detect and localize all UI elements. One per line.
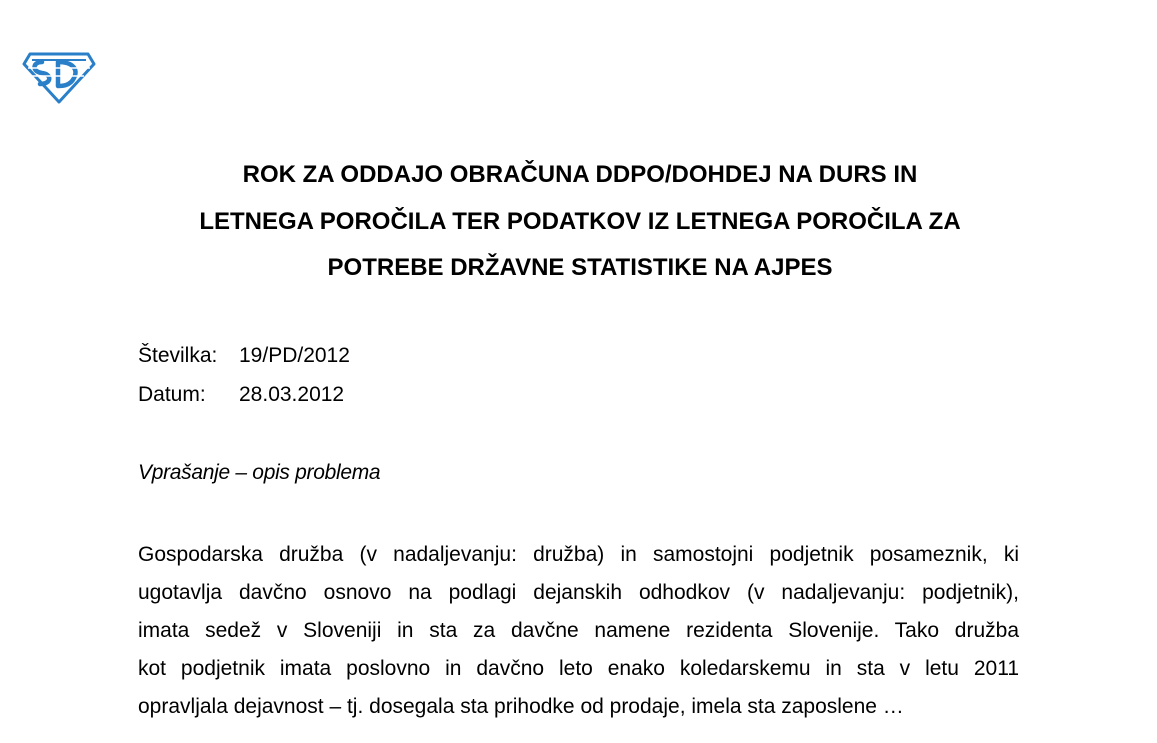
number-value: 19/PD/2012 [239, 344, 350, 367]
company-logo [22, 48, 96, 104]
paragraph-line-4: kot podjetnik imata poslovno in davčno leto enako koledarskemu in sta v letu 2011 [138, 657, 1019, 680]
paragraph-line-3: imata sedež v Sloveniji in sta za davčne namene rezidenta Slovenije. Tako družba [138, 619, 1019, 642]
body-paragraph [138, 536, 1019, 726]
document-title [120, 152, 1040, 292]
date-value: 28.03.2012 [239, 383, 345, 406]
paragraph-line-2: ugotavlja davčno osnovo na podlagi dejanskih odhodkov (v nadaljevanju: podjetnik), [138, 581, 1019, 604]
section-heading: Vprašanje – opis problema [138, 461, 381, 484]
meta-number-row [138, 336, 350, 375]
paragraph-line-1: Gospodarska družba (v nadaljevanju: družba) in samostojni podjetnik posameznik, ki [138, 543, 1019, 566]
paragraph-line-5: opravljala dejavnost – tj. dosegala sta prihodke od prodaje, imela sta zaposlene … [138, 695, 904, 718]
title-line-2: LETNEGA POROČILA TER PODATKOV IZ LETNEGA POROČILA ZA [199, 207, 961, 235]
document-meta [138, 336, 350, 414]
sd-diamond-logo-icon [22, 48, 96, 104]
date-label: Datum: [138, 383, 206, 406]
meta-date-row [138, 375, 350, 414]
title-line-1: ROK ZA ODDAJO OBRAČUNA DDPO/DOHDEJ NA DURS IN [242, 161, 918, 188]
number-label: Številka: [138, 344, 218, 367]
title-line-3: POTREBE DRŽAVNE STATISTIKE NA AJPES [327, 254, 833, 281]
